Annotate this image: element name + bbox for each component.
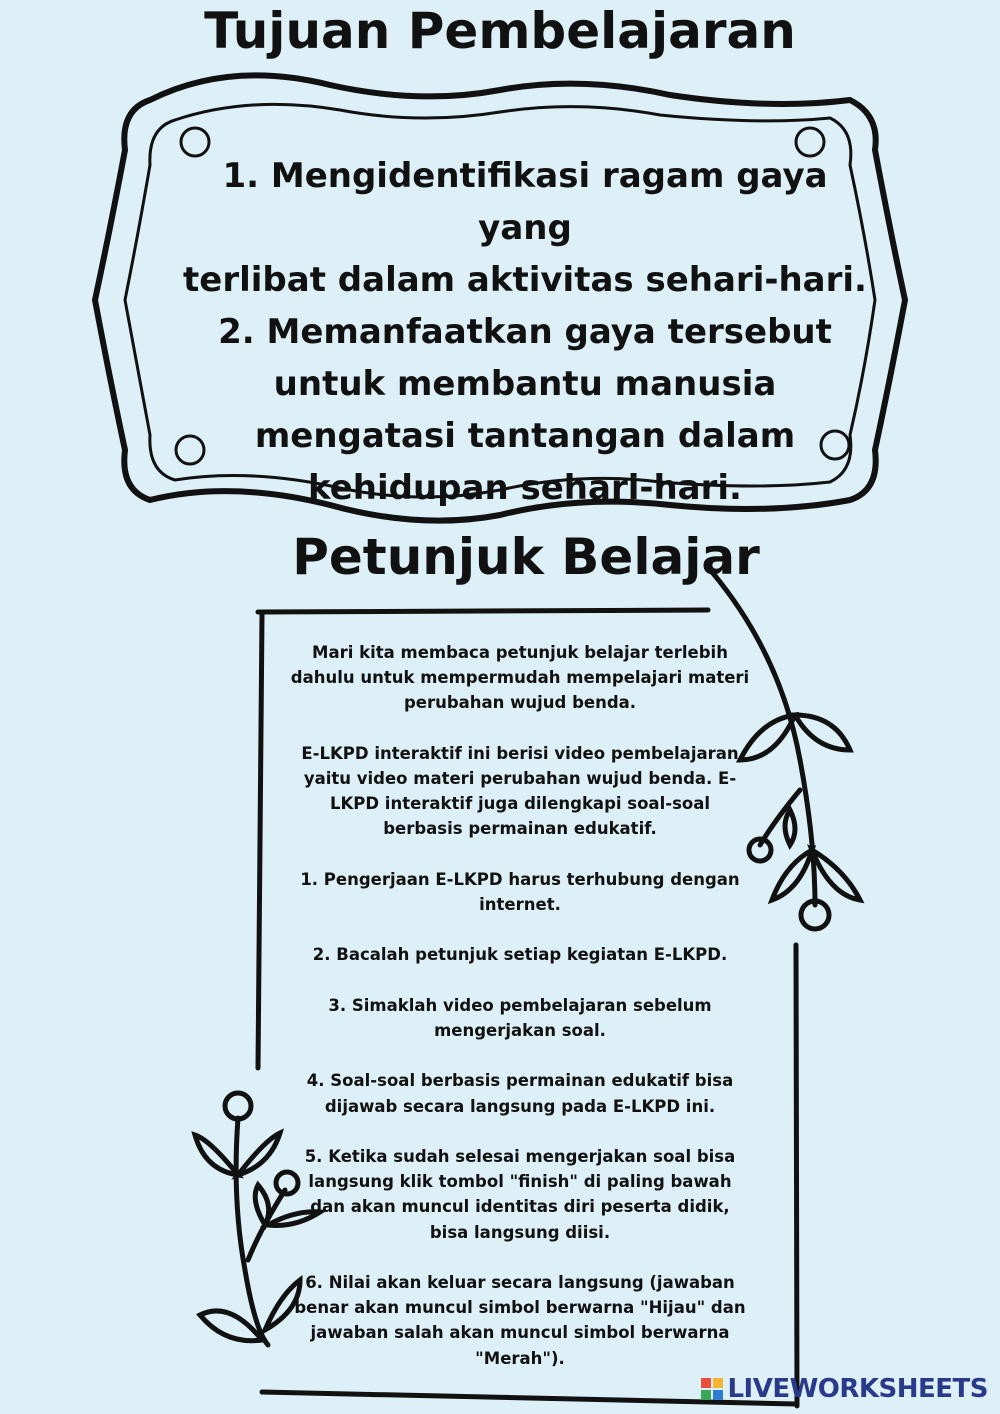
instruction-item: 3. Simaklah video pembelajaran sebelum mengerjakan soal. [328,995,712,1040]
instruction-item: 6. Nilai akan keluar secara langsung (jawaban benar akan muncul simbol berwarna "Hijau" dan jawaban salah akan muncul simbol berwarna "Merah"). [294,1272,746,1368]
instruction-item: 2. Bacalah petunjuk setiap kegiatan E-LKPD. [312,945,728,965]
logo-blocks-icon [701,1378,723,1400]
instruction-item: 5. Ketika sudah selesai mengerjakan soal bisa langsung klik tombol "finish" di paling bawah dan akan muncul identitas diri peserta didik, bisa langsung diisi. [304,1146,736,1242]
goal-line: terlibat dalam aktivitas sehari-hari. [183,260,867,300]
goal-line: kehidupan sehari-hari. [308,468,742,508]
instruction-paragraph: Mari kita membaca petunjuk belajar terlebih dahulu untuk mempermudah mempelajari materi perubahan wujud benda. [290,643,750,713]
goal-line: 2. Memanfaatkan gaya tersebut [218,312,832,352]
learning-goals [180,150,870,514]
goal-line: untuk membantu manusia [273,364,777,404]
learning-instructions [290,640,750,1396]
logo-text: LIVEWORKSHEETS [727,1374,988,1404]
section-title-instructions: Petunjuk Belajar [292,528,760,586]
page-title-goals: Tujuan Pembelajaran [204,2,796,60]
goal-line: 1. Mengidentifikasi ragam gaya yang [222,156,828,248]
instruction-item: 4. Soal-soal berbasis permainan edukatif bisa dijawab secara langsung pada E-LKPD ini. [306,1071,734,1116]
goal-line: mengatasi tantangan dalam [254,416,796,456]
liveworksheets-logo[interactable] [701,1374,988,1404]
instruction-paragraph: E-LKPD interaktif ini berisi video pembelajaran yaitu video materi perubahan wujud benda. E-LKPD interaktif juga dilengkapi soal-soal berbasis permainan edukatif. [301,743,739,839]
instruction-item: 1. Pengerjaan E-LKPD harus terhubung dengan internet. [300,869,740,914]
